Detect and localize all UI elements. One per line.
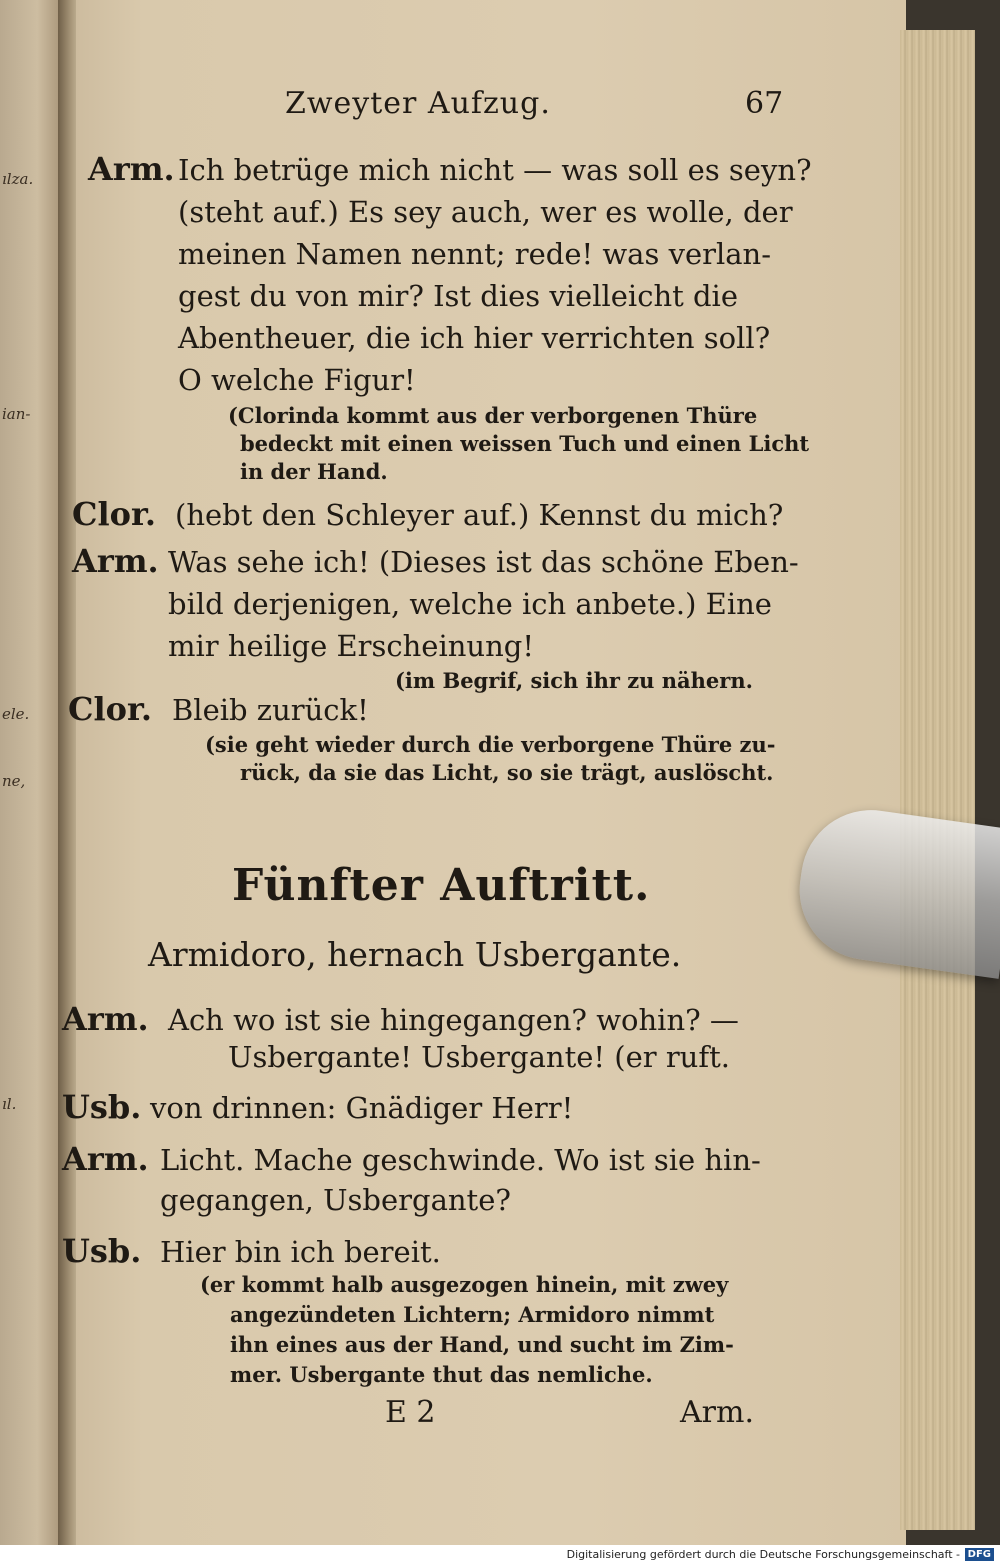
speech-line: gegangen, Usbergante?: [160, 1183, 511, 1217]
speech-line: von drinnen: Gnädiger Herr!: [150, 1091, 574, 1125]
scan-credit-bar: [0, 1545, 1000, 1565]
speech-line: Ich betrüge mich nicht — was soll es seyn?: [178, 153, 812, 187]
speech-line: Abentheuer, die ich hier verrichten soll?: [178, 321, 771, 355]
speech-line: (hebt den Schleyer auf.) Kennst du mich?: [175, 498, 784, 532]
stage-direction: (im Begrif, sich ihr zu nähern.: [395, 668, 753, 693]
stage-direction: in der Hand.: [240, 459, 388, 484]
speaker-label: Clor.: [68, 690, 153, 728]
speaker-label: Clor.: [72, 495, 157, 533]
stage-direction: angezündeten Lichtern; Armidoro nimmt: [230, 1302, 715, 1327]
stage-direction: (Clorinda kommt aus der verborgenen Thüre: [228, 403, 758, 428]
speech-line: Was sehe ich! (Dieses ist das schöne Eben-: [168, 545, 799, 579]
scan-credit-text: Digitalisierung gefördert durch die Deutsche Forschungsgemeinschaft -: [566, 1548, 960, 1561]
stage-direction: (er kommt halb ausgezogen hinein, mit zwey: [200, 1272, 729, 1297]
stage-direction: (sie geht wieder durch die verborgene Thüre zu-: [205, 732, 776, 757]
speaker-label: Usb.: [62, 1232, 142, 1270]
scene-heading: Fünfter Auftritt.: [232, 860, 651, 911]
speech-line: (steht auf.) Es sey auch, wer es wolle, der: [178, 195, 793, 229]
speech-line: Hier bin ich bereit.: [160, 1235, 441, 1269]
page-number: 67: [745, 86, 784, 121]
scene-characters: Armidoro, hernach Usbergante.: [148, 935, 682, 974]
margin-fragment: ıl.: [2, 1095, 17, 1113]
stage-direction: rück, da sie das Licht, so sie trägt, auslöscht.: [240, 760, 774, 785]
stage-direction: bedeckt mit einen weissen Tuch und einen Licht: [240, 431, 810, 456]
stage-direction: mer. Usbergante thut das nemliche.: [230, 1362, 653, 1387]
running-head: Zweyter Aufzug.: [285, 86, 551, 121]
margin-fragment: ne,: [2, 772, 26, 790]
speech-line: O welche Figur!: [178, 363, 416, 397]
speaker-label: Usb.: [62, 1088, 142, 1126]
speech-line: Bleib zurück!: [172, 693, 369, 727]
stage-direction: ihn eines aus der Hand, und sucht im Zim-: [230, 1332, 734, 1357]
speech-line: Ach wo ist sie hingegangen? wohin? —: [168, 1003, 739, 1037]
page-edges: [900, 30, 975, 1530]
catchword: Arm.: [680, 1395, 754, 1430]
margin-fragment: ılza.: [2, 170, 34, 188]
speaker-label: Arm.: [72, 542, 159, 580]
speech-line: mir heilige Erscheinung!: [168, 629, 534, 663]
margin-fragment: ian-: [2, 405, 31, 423]
speech-line: Usbergante! Usbergante! (er ruft.: [228, 1040, 730, 1074]
speaker-label: Arm.: [88, 150, 175, 188]
speech-line: gest du von mir? Ist dies vielleicht die: [178, 279, 738, 313]
speaker-label: Arm.: [62, 1140, 149, 1178]
speech-line: meinen Namen nennt; rede! was verlan-: [178, 237, 772, 271]
speech-line: bild derjenigen, welche ich anbete.) Eine: [168, 587, 772, 621]
dfg-logo: DFG: [965, 1548, 994, 1561]
margin-fragment: ele.: [2, 705, 30, 723]
signature-mark: E 2: [385, 1395, 436, 1430]
speaker-label: Arm.: [62, 1000, 149, 1038]
facing-page-edge: [0, 0, 62, 1545]
speech-line: Licht. Mache geschwinde. Wo ist sie hin-: [160, 1143, 761, 1177]
